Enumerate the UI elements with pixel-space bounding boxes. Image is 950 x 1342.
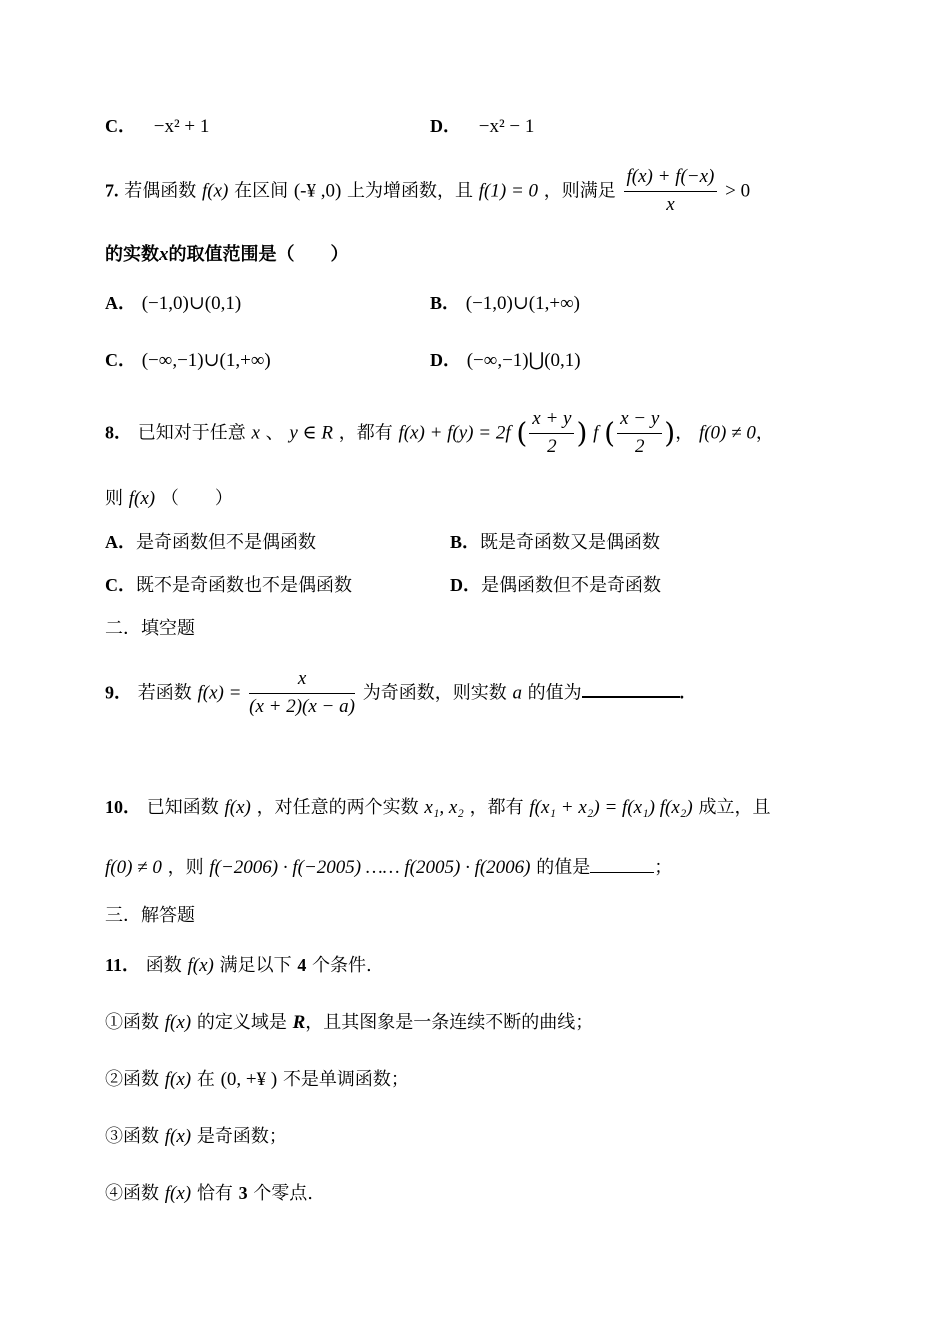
q6-option-d <box>430 116 534 139</box>
fraction-numerator: x + y <box>529 408 574 434</box>
q8-fraction-2 <box>617 408 662 459</box>
q8-text: 已知对于任意 <box>137 422 246 444</box>
condition-text: 恰有 <box>196 1183 233 1204</box>
q8-comma: ， <box>675 422 694 444</box>
fraction-numerator: x − y <box>617 408 662 434</box>
fraction-numerator: f(x) + f(−x) <box>624 166 718 192</box>
condition-mark: ③函数 <box>105 1126 159 1147</box>
q9-lhs: f(x) = <box>197 682 242 704</box>
fraction-denominator: x <box>666 193 675 215</box>
condition-text: 个零点. <box>253 1183 314 1204</box>
q11-condition-3 <box>105 1126 287 1149</box>
q8-f: f(x) <box>128 488 156 509</box>
fraction-denominator: 2 <box>634 435 645 457</box>
option-label: B． <box>450 532 481 552</box>
q8-x: x <box>251 422 260 444</box>
q9-a: a <box>512 682 522 704</box>
q10-end: ； <box>654 857 673 878</box>
q8-tail: ， <box>755 422 774 444</box>
q6-option-c <box>105 116 209 139</box>
option-label: A． <box>105 293 136 313</box>
option-text: 是偶函数但不是奇函数 <box>481 575 661 596</box>
q7-text: 上为增函数，且 <box>347 180 474 202</box>
q11-text: 个条件. <box>312 955 372 976</box>
q7-text: 在区间 <box>234 180 289 202</box>
q10-f: f(x) <box>224 797 251 818</box>
q9-end: . <box>679 682 685 703</box>
q11-condition-1 <box>105 1012 593 1035</box>
q10-text: ，对任意的两个实数 <box>256 797 419 818</box>
fraction-denominator: (x + 2)(x − a) <box>249 695 355 717</box>
condition-interval: (0, +¥ ) <box>220 1069 278 1090</box>
question-number: 8． <box>105 422 132 443</box>
condition-mark: ④函数 <box>105 1183 159 1204</box>
condition-text: 不是单调函数； <box>282 1069 409 1090</box>
q8-sep: 、 <box>265 422 284 444</box>
q7-fraction <box>624 166 718 217</box>
fraction-numerator: x <box>249 668 355 694</box>
option-label: D． <box>430 350 461 370</box>
q9-text: 的值为 <box>527 682 582 704</box>
q10-stem <box>105 797 770 820</box>
option-text: 是奇函数但不是偶函数 <box>136 532 316 553</box>
condition-mark: ①函数 <box>105 1012 159 1033</box>
q11-text: 满足以下 <box>219 955 292 976</box>
q7-var: x <box>159 244 169 265</box>
section-heading-solve: 三．解答题 <box>105 905 195 926</box>
q11-f: f(x) <box>164 1126 192 1147</box>
q10-eq: f(x₁ + x₂) = f(x₁) f(x₂) <box>529 797 693 818</box>
q7-text: 若偶函数 <box>124 180 197 202</box>
q10-text: 成立，且 <box>698 797 771 818</box>
q11-count: 4 <box>297 955 307 975</box>
q8-fraction-1 <box>529 408 574 459</box>
q8-f: f <box>593 422 599 444</box>
option-expr: −x² − 1 <box>478 116 535 137</box>
option-label: A． <box>105 532 136 552</box>
q10-text: 已知函数 <box>146 797 219 818</box>
option-label: C． <box>105 350 136 370</box>
question-number: 11． <box>105 955 141 975</box>
q10-expr: f(−2006) · f(−2005) …… f(2005) · f(2006) <box>209 857 531 878</box>
q11-f: f(x) <box>164 1069 192 1090</box>
condition-mark: ②函数 <box>105 1069 159 1090</box>
q10-cond: f(0) ≠ 0 <box>105 857 162 878</box>
q7-option-c <box>105 350 271 373</box>
q9-text: 为奇函数，则实数 <box>362 682 507 704</box>
q8-y-in-r: y ∈ R <box>289 422 333 444</box>
q8-stem-line2 <box>105 488 233 511</box>
answer-blank[interactable] <box>590 854 654 873</box>
q7-gt: > 0 <box>725 180 751 202</box>
q10-vars: x₁, x₂ <box>424 797 464 818</box>
answer-blank[interactable] <box>582 678 680 698</box>
q10-text: ，都有 <box>469 797 524 818</box>
q7-interval: (-¥ ,0) <box>293 180 342 202</box>
option-expr: (−∞,−1)∪(1,+∞) <box>141 350 271 371</box>
question-number: 10． <box>105 797 141 817</box>
question-number: 7. <box>105 180 119 201</box>
q8-option-b <box>450 532 660 554</box>
q11-condition-2 <box>105 1069 409 1092</box>
q9-stem <box>105 668 684 719</box>
question-number: 9． <box>105 682 132 703</box>
q11-f: f(x) <box>164 1183 192 1204</box>
option-expr: (−1,0)∪(0,1) <box>141 293 242 314</box>
q9-fraction <box>249 668 355 719</box>
paren-left: ( <box>604 416 616 450</box>
q8-option-a <box>105 532 316 554</box>
q7-option-a <box>105 293 241 316</box>
q8-option-d <box>450 575 661 597</box>
paren-right: ) <box>576 416 588 450</box>
q11-condition-4 <box>105 1183 313 1206</box>
q11-f: f(x) <box>187 955 214 976</box>
q7-func: f(x) <box>201 180 229 202</box>
condition-text: 的定义域是 <box>196 1012 287 1033</box>
q7-text: 的实数 <box>105 244 159 264</box>
option-label: D． <box>450 575 481 595</box>
q8-cond: f(0) ≠ 0 <box>698 422 756 444</box>
q7-text: ，则满足 <box>543 180 616 202</box>
option-label: C． <box>105 116 136 136</box>
option-label: C． <box>105 575 136 595</box>
q11-stem <box>105 955 372 978</box>
option-expr: (−∞,−1)⋃(0,1) <box>466 350 581 371</box>
option-expr: (−1,0)∪(1,+∞) <box>465 293 580 314</box>
q9-text: 若函数 <box>137 682 192 704</box>
option-expr: −x² + 1 <box>153 116 210 137</box>
paren-right: ) <box>664 416 676 450</box>
q10-text: ，则 <box>167 857 204 878</box>
option-text: 既是奇函数又是偶函数 <box>480 532 661 553</box>
q7-stem-line2 <box>105 244 349 267</box>
q10-text: 的值是 <box>536 857 591 878</box>
q8-text: ，都有 <box>338 422 393 444</box>
condition-text: ，且其图象是一条连续不断的曲线； <box>305 1012 594 1033</box>
condition-r: R <box>292 1012 306 1033</box>
q8-text: （ ） <box>160 488 233 509</box>
q8-stem <box>105 408 774 459</box>
q8-lhs: f(x) + f(y) = 2f <box>398 422 511 444</box>
q7-text: 的取值范围是（ ） <box>168 244 349 264</box>
fraction-denominator: 2 <box>547 435 557 457</box>
q11-text: 函数 <box>145 955 182 976</box>
q8-option-c <box>105 575 352 597</box>
option-label: D． <box>430 116 461 136</box>
q7-option-d <box>430 350 581 373</box>
condition-text: 在 <box>196 1069 215 1090</box>
option-text: 既不是奇函数也不是偶函数 <box>136 575 352 596</box>
q7-stem <box>105 166 750 217</box>
section-heading-fill-blank: 二．填空题 <box>105 618 195 639</box>
option-label: B． <box>430 293 461 313</box>
condition-text: 是奇函数； <box>196 1126 287 1147</box>
q7-option-b <box>430 293 580 316</box>
q7-cond: f(1) = 0 <box>478 180 539 202</box>
q11-f: f(x) <box>164 1012 192 1033</box>
condition-count: 3 <box>238 1183 248 1203</box>
q8-text: 则 <box>105 488 123 509</box>
q10-stem-line2 <box>105 854 672 880</box>
paren-left: ( <box>516 416 528 450</box>
